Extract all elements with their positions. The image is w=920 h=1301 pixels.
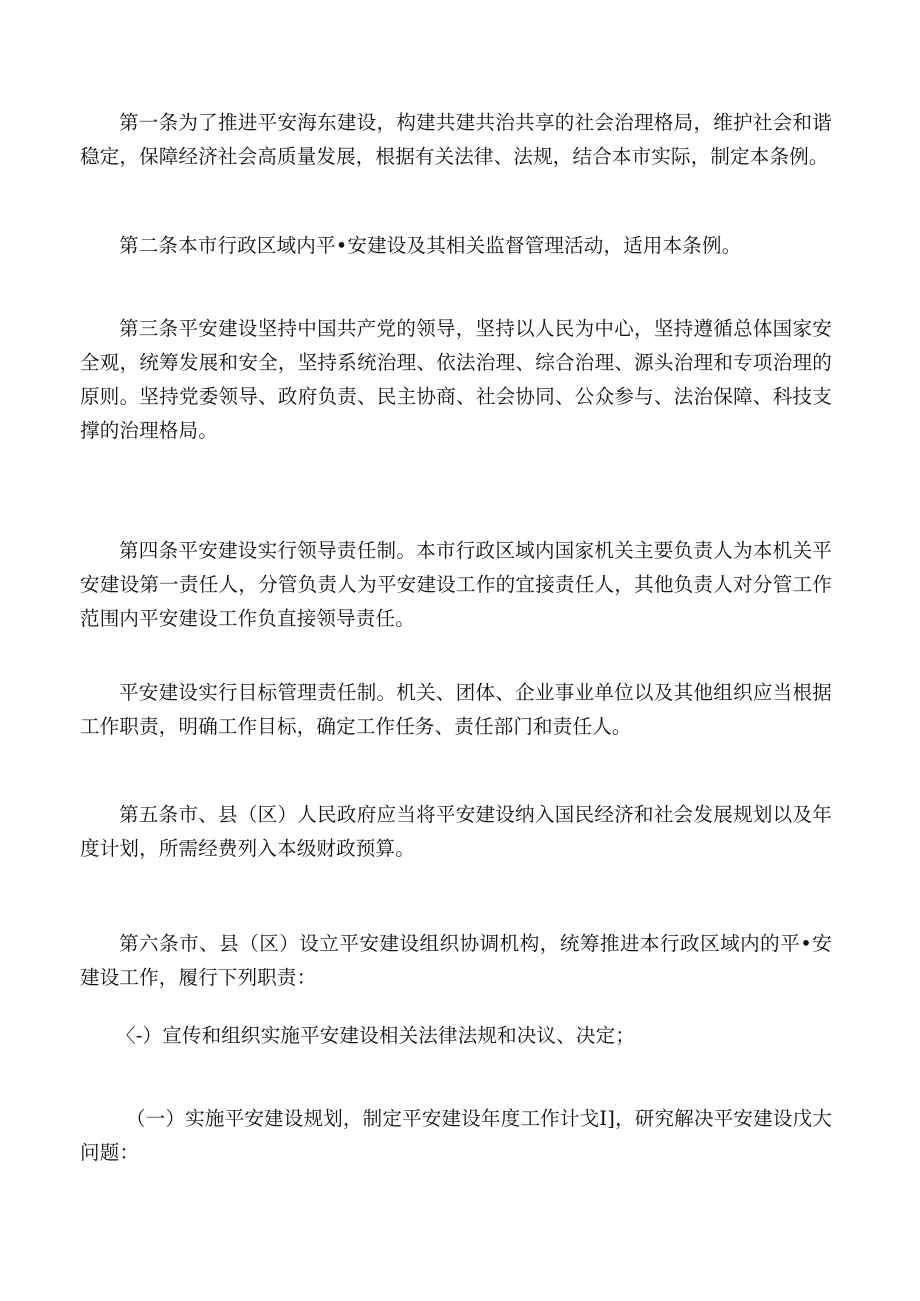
article-4-second-paragraph: 平安建设实行目标管理责任制。机关、团体、企业事业单位以及其他组织应当根据工作职责，明确工作目标，确定工作任务、责任部门和责任人。: [80, 681, 832, 738]
article-4-paragraph: 第四条平安建设实行领导责任制。本市行政区域内国家机关主要负责人为本机关平安建设第一责任人，分管负责人为平安建设工作的宜接责任人，其他负责人对分管工作范围内平安建设工作负直接领导责任。: [80, 539, 832, 630]
article-1-paragraph: 第一条为了推进平安海东建设，构建共建共治共享的社会治理格局，维护社会和谐稳定，保障经济社会高质量发展，根据有关法律、法规，结合本市实际，制定本条例。: [80, 111, 832, 168]
article-6-paragraph: 第六条市、县（区）设立平安建设组织协调机构，统筹推进本行政区域内的平•安建设工作，履行下列职责：: [80, 932, 832, 989]
article-2-paragraph: 第二条本市行政区域内平•安建设及其相关监督管理活动，适用本条例。: [119, 234, 742, 257]
article-5-paragraph: 第五条市、县（区）人民政府应当将平安建设纳入国民经济和社会发展规划以及年度计划，所需经费列入本级财政预算。: [80, 803, 832, 860]
article-6-item-1: 〈-）宣传和组织实施平安建设相关法律法规和决议、决定；: [116, 1024, 635, 1047]
article-6-item-2: （一）实施平安建设规划，制定平安建设年度工作计戈I]，研究解决平安建设戊大问题：: [80, 1107, 832, 1164]
article-3-paragraph: 第三条平安建设坚持中国共产党的领导，坚持以人民为中心，坚持遵循总体国家安全观，统筹发展和安全，坚持系统治理、依法治理、综合治理、源头治理和专项治理的原则。坚持党委领导、政府负责、民主协商、社会协同、公众参与、法治保障、科技支撑的治理格局。: [80, 317, 832, 442]
